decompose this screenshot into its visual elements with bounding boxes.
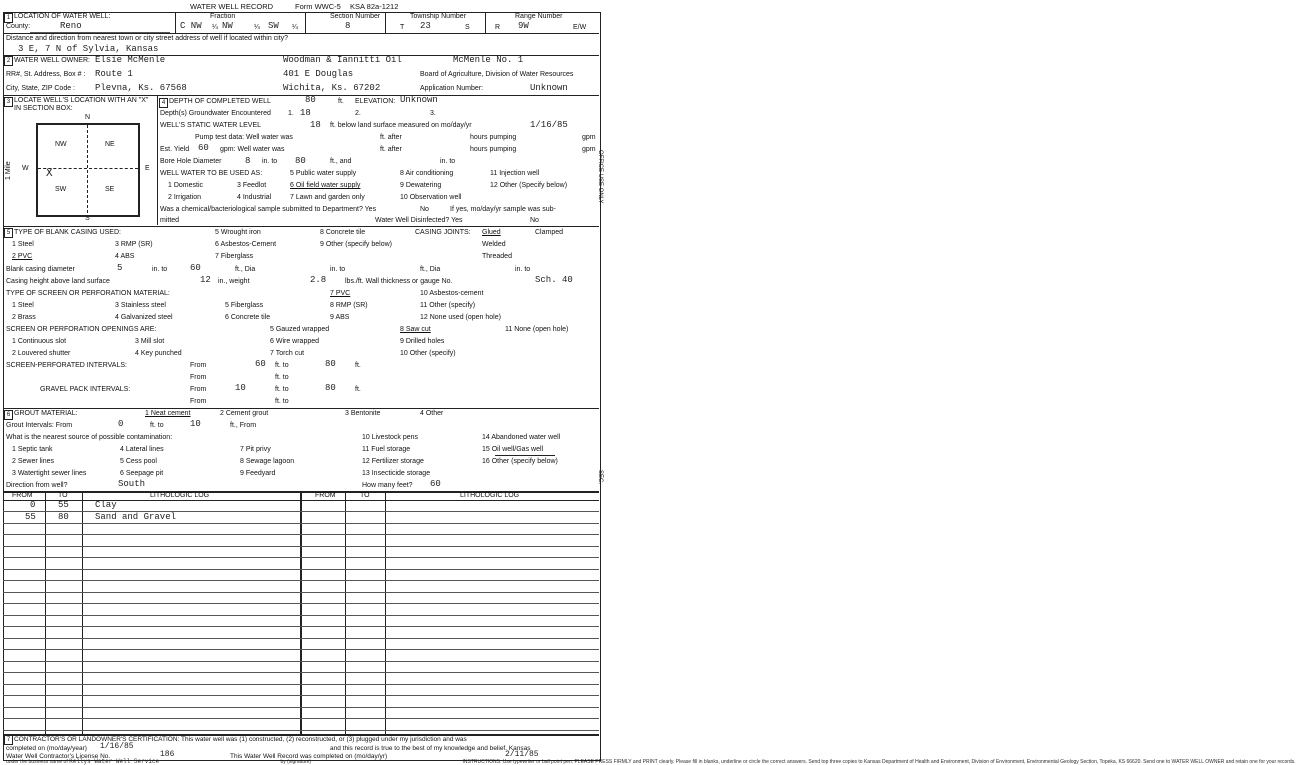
elevation-value: Unknown: [400, 95, 438, 105]
static-level-tail: ft. below land surface measured on mo/day/yr: [330, 122, 472, 129]
log-row-1-to: 55: [58, 500, 69, 510]
gravel-from-label-2: From: [190, 398, 207, 405]
gw-1-value: 18: [300, 108, 311, 118]
grout-cement[interactable]: 2 Cement grout: [220, 410, 269, 417]
gravel-from-value: 10: [235, 383, 246, 393]
feet-label: How many feet?: [362, 482, 413, 489]
depth-label: DEPTH OF COMPLETED WELL: [169, 98, 271, 105]
log-rule: [3, 557, 599, 558]
gw-3-label: 3.: [430, 110, 436, 117]
perf-from-label: From: [190, 362, 207, 369]
contam-insecticide[interactable]: 13 Insecticide storage: [362, 470, 431, 477]
contam-lagoon[interactable]: 8 Sewage lagoon: [240, 458, 295, 465]
casing-fiberglass[interactable]: 7 Fiberglass: [215, 253, 254, 260]
nw-quadrant-label: NW: [55, 141, 67, 148]
diameter-in-to-3: in. to: [515, 266, 531, 273]
casing-concrete[interactable]: 8 Concrete tile: [320, 229, 366, 236]
use-lawn[interactable]: 7 Lawn and garden only: [290, 194, 365, 201]
log-rule: [3, 638, 599, 639]
log-from-header-2: FROM: [315, 492, 336, 499]
thickness-label: lbs./ft. Wall thickness or gauge No.: [345, 278, 453, 285]
well-location-mark: X: [46, 168, 53, 180]
casing-rmp[interactable]: 3 RMP (SR): [115, 241, 153, 248]
contam-feedyard[interactable]: 9 Feedyard: [240, 470, 276, 477]
gauge-value: Sch. 40: [535, 275, 573, 285]
address-value-2: 401 E Douglas: [283, 69, 354, 79]
owner-lease: McMenle No. 1: [453, 55, 524, 65]
city-label: City, State, ZIP Code :: [6, 85, 75, 92]
log-rule: [3, 580, 599, 581]
openings-label: SCREEN OR PERFORATION OPENINGS ARE:: [6, 326, 157, 333]
owner-name: Elsie McMenle: [95, 55, 166, 65]
pump-hours: hours pumping: [470, 134, 517, 141]
screen-other[interactable]: 11 Other (specify): [420, 302, 476, 309]
yield-after: ft. after: [380, 146, 402, 153]
use-other[interactable]: 12 Other (Specify below): [490, 182, 568, 189]
diameter-in-to-2: in. to: [330, 266, 346, 273]
office-use-label: OFFICE USE ONLY: [597, 150, 603, 204]
open-none[interactable]: 11 None (open hole): [505, 326, 569, 333]
disinfected-no[interactable]: No: [530, 217, 539, 224]
weight-value: 2.8: [310, 275, 327, 285]
joint-glued[interactable]: Glued: [482, 229, 501, 236]
casing-steel[interactable]: 1 Steel: [12, 241, 34, 248]
range-prefix: R: [495, 24, 501, 31]
board-label: Board of Agriculture, Division of Water Resources: [420, 71, 574, 78]
use-observation[interactable]: 10 Observation well: [400, 194, 462, 201]
depth-ft: ft.: [338, 98, 344, 105]
contam-septic[interactable]: 1 Septic tank: [12, 446, 53, 453]
township-value: 23: [420, 21, 431, 31]
instructions-line-3: OWNER and retain one for your records.: [1205, 759, 1296, 765]
log-row-2-desc: Sand and Gravel: [95, 512, 177, 522]
open-gauzed[interactable]: 5 Gauzed wrapped: [270, 326, 330, 333]
gravel-to-label-2: ft. to: [275, 398, 289, 405]
township-suffix: S: [465, 24, 470, 31]
casing-abs[interactable]: 4 ABS: [115, 253, 135, 260]
use-air[interactable]: 8 Air conditioning: [400, 170, 454, 177]
perf-to-label: ft. to: [275, 362, 289, 369]
direction-label: Direction from well?: [6, 482, 68, 489]
grout-from-value: 0: [118, 419, 124, 429]
pump-test-label: Pump test data: Well water was: [195, 134, 293, 141]
contam-cesspool[interactable]: 5 Cess pool: [120, 458, 157, 465]
diameter-ftdia-2: ft., Dia: [420, 266, 441, 273]
log-rule: [3, 569, 599, 570]
disinfected-label: Water Well Disinfected? Yes: [375, 217, 463, 224]
section-1-marker: 1: [4, 13, 13, 23]
use-oilfield[interactable]: 6 Oil field water supply: [290, 182, 361, 189]
quarter-mark-1: ¼: [212, 24, 218, 31]
instructions-line-1: INSTRUCTIONS: Use typewriter or ball point pen. PLEASE PRESS FIRMLY and PRINT clearly. Please fill in blanks, underline or circle the correct answers. Send top: [462, 759, 829, 765]
screen-stainless[interactable]: 3 Stainless steel: [115, 302, 166, 309]
use-injection[interactable]: 11 Injection well: [490, 170, 540, 177]
joint-clamped[interactable]: Clamped: [535, 229, 564, 236]
city-value-2: Wichita, Ks. 67202: [283, 83, 381, 93]
diameter-value: 5: [117, 263, 123, 273]
chem-no[interactable]: No: [420, 206, 429, 213]
county-label: County:: [6, 23, 31, 30]
perf-ft: ft.: [355, 362, 361, 369]
quarter-mark-2: ¼: [254, 24, 260, 31]
section-4-marker: 4: [159, 98, 168, 108]
form-title: WATER WELL RECORD: [190, 2, 274, 11]
open-mill[interactable]: 3 Mill slot: [135, 338, 165, 345]
height-value: 12: [200, 275, 211, 285]
sw-quadrant-label: SW: [55, 186, 67, 193]
groundwater-label: Depth(s) Groundwater Encountered: [160, 110, 271, 117]
grout-bentonite[interactable]: 3 Bentonite: [345, 410, 381, 417]
chem-sample-label: Was a chemical/bacteriological sample submitted to Department? Yes: [160, 206, 377, 213]
signature-label: by (signature): [280, 759, 312, 765]
open-drilled[interactable]: 9 Drilled holes: [400, 338, 445, 345]
contam-sewer[interactable]: 2 Sewer lines: [12, 458, 55, 465]
log-rule: [3, 695, 599, 696]
use-irrigation[interactable]: 2 Irrigation: [168, 194, 202, 201]
grout-neat-cement[interactable]: 1 Neat cement: [145, 410, 191, 417]
log-row-2-from: 55: [25, 512, 36, 522]
section-6-marker: 6: [4, 410, 13, 420]
static-level-label: WELL'S STATIC WATER LEVEL: [160, 122, 262, 129]
form-number: Form WWC-5: [295, 2, 341, 11]
open-sawcut[interactable]: 8 Saw cut: [400, 326, 431, 333]
feet-value: 60: [430, 479, 441, 489]
yield-gpm-label: gpm: Well water was: [220, 146, 285, 153]
diameter-ftdia: ft., Dia: [235, 266, 256, 273]
pump-gpm: gpm: [582, 134, 596, 141]
yield-value: 60: [198, 143, 209, 153]
screen-none[interactable]: 12 None used (open hole): [420, 314, 501, 321]
grout-to-value: 10: [190, 419, 201, 429]
township-label: Township Number: [410, 13, 467, 20]
contam-oilgas[interactable]: 15 Oil well/Gas well: [482, 446, 544, 453]
locate-label: LOCATE WELL'S LOCATION WITH AN "X" IN SECTION BOX:: [14, 97, 149, 112]
log-rule: [3, 603, 599, 604]
screen-pvc[interactable]: 7 PVC: [330, 290, 351, 297]
yield-gpm: gpm: [582, 146, 596, 153]
grout-other[interactable]: 4 Other: [420, 410, 444, 417]
log-rule: [3, 672, 599, 673]
section-number-label: Section Number: [330, 13, 381, 20]
joint-welded[interactable]: Welded: [482, 241, 506, 248]
open-continuous[interactable]: 1 Continuous slot: [12, 338, 67, 345]
log-rule: [3, 684, 599, 685]
screen-fiberglass[interactable]: 5 Fiberglass: [225, 302, 264, 309]
county-value: Reno: [60, 21, 82, 31]
bore-value: 8: [245, 156, 251, 166]
log-to-header: TO: [58, 492, 68, 499]
direction-value: South: [118, 479, 146, 489]
completed-label: completed on (mo/day/year): [6, 745, 87, 752]
se-quadrant-label: SE: [105, 186, 115, 193]
weight-label: in., weight: [218, 278, 250, 285]
license-label: Water Well Contractor's License No.: [6, 753, 111, 760]
contam-other[interactable]: 16 Other (specify below): [482, 458, 558, 465]
screen-label: TYPE OF SCREEN OR PERFORATION MATERIAL:: [6, 290, 170, 297]
use-label: WELL WATER TO BE USED AS:: [160, 170, 263, 177]
elevation-label: ELEVATION:: [355, 98, 396, 105]
screen-galvanized[interactable]: 4 Galvanized steel: [115, 314, 173, 321]
open-louvered[interactable]: 2 Louvered shutter: [12, 350, 71, 357]
screen-rmp[interactable]: 8 RMP (SR): [330, 302, 368, 309]
record-value: 2/11/85: [505, 750, 539, 759]
gw-2-label: 2.: [355, 110, 361, 117]
perf-to-label-2: ft. to: [275, 374, 289, 381]
address-value: Route 1: [95, 69, 133, 79]
bore-in-to: in. to: [262, 158, 278, 165]
log-rule: [3, 626, 599, 627]
log-from-header: FROM: [12, 492, 33, 499]
perf-label: SCREEN-PERFORATED INTERVALS:: [6, 362, 127, 369]
contam-abandoned[interactable]: 14 Abandoned water well: [482, 434, 561, 441]
address-label: RR#, St. Address, Box # :: [6, 71, 86, 78]
range-value: 9W: [518, 21, 529, 31]
log-title-header: LITHOLOGIC LOG: [150, 492, 210, 499]
depth-value: 80: [305, 95, 316, 105]
log-rule: [3, 649, 599, 650]
section-3-marker: 3: [4, 97, 13, 107]
township-prefix: T: [400, 24, 405, 31]
south-label: S: [85, 215, 90, 222]
contam-privy[interactable]: 7 Pit privy: [240, 446, 271, 453]
diameter-label: Blank casing diameter: [6, 266, 75, 273]
log-rule: [3, 592, 599, 593]
casing-asbestos[interactable]: 6 Asbestos-Cement: [215, 241, 277, 248]
screen-asbestos[interactable]: 10 Asbestos-cement: [420, 290, 484, 297]
open-torch[interactable]: 7 Torch cut: [270, 350, 305, 357]
use-domestic[interactable]: 1 Domestic: [168, 182, 204, 189]
yield-hours: hours pumping: [470, 146, 517, 153]
log-rule: [3, 718, 599, 719]
fraction-1: C NW: [180, 21, 202, 31]
distance-value: 3 E, 7 N of Sylvia, Kansas: [18, 44, 159, 54]
log-rule: [3, 730, 599, 731]
log-row-1-desc: Clay: [95, 500, 117, 510]
perf-from-label-2: From: [190, 374, 207, 381]
business-value: Kellys Water Well Service: [69, 758, 160, 765]
grout-ft-from: ft., From: [230, 422, 257, 429]
completed-value: 1/16/85: [100, 742, 134, 751]
section-5-marker: 5: [4, 228, 13, 238]
log-row-2-to: 80: [58, 512, 69, 522]
log-rule: [3, 707, 599, 708]
open-keypunched[interactable]: 4 Key punched: [135, 350, 182, 357]
chem-tail: If yes, mo/day/yr sample was sub-: [450, 206, 556, 213]
screen-concrete[interactable]: 6 Concrete tile: [225, 314, 271, 321]
north-label: N: [85, 114, 91, 121]
height-label: Casing height above land surface: [6, 278, 110, 285]
section-7-marker: 7: [4, 735, 13, 745]
distance-label: Distance and direction from nearest town or city street address of well if located within city?: [6, 35, 289, 42]
contam-seepage[interactable]: 6 Seepage pit: [120, 470, 164, 477]
open-wire[interactable]: 6 Wire wrapped: [270, 338, 320, 345]
grout-interval-label: Grout Intervals: From: [6, 422, 73, 429]
fraction-3: SW: [268, 21, 279, 31]
gravel-ft: ft.: [355, 386, 361, 393]
city-value: Plevna, Ks. 67568: [95, 83, 187, 93]
business-row: under the business name of Kellys Water Well Service by (signature) INSTRUCTIONS: Use typewriter or ball point pen. PLEASE PRESS FIRMLY and PRINT clearly. Please fill in blanks, underline or circle the correct answers. Send top three copies to Kansas Department of Health and Environment, Division of Environment, Environmental Geology Section, Topeka, KS 66620. Send one to WATER WELL OWNER and retain one for your records.: [6, 758, 1296, 765]
log-rule: [3, 615, 599, 616]
contam-fuel[interactable]: 11 Fuel storage: [362, 446, 411, 453]
side-sec-label: SEC.: [597, 470, 603, 485]
log-rule: [3, 534, 599, 535]
perf-from-value: 60: [255, 359, 266, 369]
fraction-2: NW: [222, 21, 233, 31]
ne-quadrant-label: NE: [105, 141, 115, 148]
range-label: Range Number: [515, 13, 563, 20]
application-value: Unknown: [530, 83, 568, 93]
cert-label: CONTRACTOR'S OR LANDOWNER'S CERTIFICATION: This water well was (1) constructed, (2) reconstructed, or (3) plugged under my jurisdiction and was: [14, 736, 467, 743]
diameter-to-value: 60: [190, 263, 201, 273]
section-2-marker: 2: [4, 56, 13, 66]
perf-to-value: 80: [325, 359, 336, 369]
log-rule: [3, 511, 599, 512]
joints-label: CASING JOINTS:: [415, 229, 471, 236]
location-label: LOCATION OF WATER WELL:: [14, 13, 111, 20]
application-label: Application Number:: [420, 85, 484, 92]
gw-1-label: 1.: [288, 110, 294, 117]
joint-threaded[interactable]: Threaded: [482, 253, 512, 260]
contamination-label: What is the nearest source of possible contamination:: [6, 434, 173, 441]
gravel-from-label: From: [190, 386, 207, 393]
fraction-label: Fraction: [210, 13, 236, 20]
section-number-value: 8: [345, 21, 351, 31]
log-rule: [3, 523, 599, 524]
screen-brass[interactable]: 2 Brass: [12, 314, 36, 321]
contam-fertilizer[interactable]: 12 Fertilizer storage: [362, 458, 424, 465]
yield-label: Est. Yield: [160, 146, 190, 153]
bore-in-to-2: in. to: [440, 158, 456, 165]
cert-true: and this record is true to the best of my knowledge and belief. Kansas: [330, 745, 531, 752]
log-to-header-2: TO: [360, 492, 370, 499]
west-label: W: [22, 165, 29, 172]
bore-to-value: 80: [295, 156, 306, 166]
mile-label: 1 Mile: [5, 161, 12, 180]
bore-and: ft., and: [330, 158, 352, 165]
use-feedlot[interactable]: 3 Feedlot: [237, 182, 267, 189]
gravel-to-label: ft. to: [275, 386, 289, 393]
open-other[interactable]: 10 Other (specify): [400, 350, 456, 357]
instructions-line-2: three copies to Kansas Department of Health and Environment, Division of Environment, Environmental Geology Section, Topeka, KS 66620. Send one to WATER WELL: [829, 759, 1204, 765]
bore-label: Bore Hole Diameter: [160, 158, 222, 165]
casing-label: TYPE OF BLANK CASING USED:: [14, 229, 121, 236]
record-label: This Water Well Record was completed on (mo/day/yr): [230, 753, 388, 760]
chem-mitted: mitted: [160, 217, 180, 224]
gravel-to-value: 80: [325, 383, 336, 393]
log-rule: [3, 546, 599, 547]
owner-company: Woodman & Iannitti Oil: [283, 55, 402, 65]
east-label: E: [145, 165, 150, 172]
casing-wrought[interactable]: 5 Wrought iron: [215, 229, 261, 236]
screen-steel[interactable]: 1 Steel: [12, 302, 34, 309]
contam-lateral[interactable]: 4 Lateral lines: [120, 446, 164, 453]
pump-after: ft. after: [380, 134, 402, 141]
owner-label: WATER WELL OWNER:: [14, 57, 90, 64]
use-industrial[interactable]: 4 Industrial: [237, 194, 272, 201]
range-ew: E/W: [573, 24, 587, 31]
contam-livestock[interactable]: 10 Livestock pens: [362, 434, 419, 441]
casing-other[interactable]: 9 Other (specify below): [320, 241, 392, 248]
gravel-label: GRAVEL PACK INTERVALS:: [40, 386, 131, 393]
casing-pvc[interactable]: 2 PVC: [12, 253, 33, 260]
ksa-ref: KSA 82a-1212: [350, 2, 399, 11]
grout-label: GROUT MATERIAL:: [14, 410, 78, 417]
quarter-mark-3: ¼: [292, 24, 298, 31]
license-value: 186: [160, 750, 175, 759]
use-dewatering[interactable]: 9 Dewatering: [400, 182, 442, 189]
log-title-header-2: LITHOLOGIC LOG: [460, 492, 520, 499]
log-rule: [3, 661, 599, 662]
contam-watertight[interactable]: 3 Watertight sewer lines: [12, 470, 87, 477]
log-row-1-from: 0: [30, 500, 36, 510]
screen-abs[interactable]: 9 ABS: [330, 314, 350, 321]
static-level-date: 1/16/85: [530, 120, 568, 130]
grout-to-label: ft. to: [150, 422, 164, 429]
static-level-value: 18: [310, 120, 321, 130]
use-public[interactable]: 5 Public water supply: [290, 170, 357, 177]
diameter-in-to: in. to: [152, 266, 168, 273]
